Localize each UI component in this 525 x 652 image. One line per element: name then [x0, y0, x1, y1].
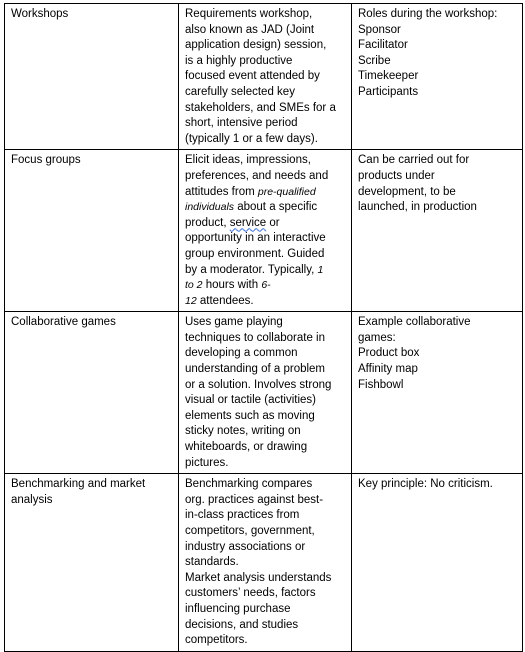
table-row-collaborative-games	[5, 312, 523, 474]
notes-line: Sponsor	[358, 23, 401, 36]
italic-text: pre-qualified	[257, 185, 316, 198]
technique-notes-cell	[352, 150, 523, 312]
description-line	[185, 200, 345, 216]
notes-line: Timekeeper	[358, 70, 419, 83]
description-line: visual or tactile (activities)	[185, 394, 317, 407]
notes-line: Example collaborative	[358, 316, 471, 329]
notes-line: development, to be	[358, 185, 456, 198]
table-row-focus-groups	[5, 150, 523, 312]
description-line: competitors.	[185, 634, 248, 647]
italic-text: 1	[317, 263, 324, 276]
text-segment: attitudes from	[185, 185, 258, 198]
description-line: pictures.	[185, 456, 229, 469]
italic-text: 6-	[261, 279, 271, 292]
description-line: techniques to collaborate in	[185, 331, 326, 344]
techniques-table	[4, 3, 523, 652]
description-line: elements such as moving	[185, 409, 315, 422]
technique-description-cell	[179, 150, 352, 312]
technique-notes-cell	[352, 474, 523, 652]
technique-name-cell	[5, 150, 179, 312]
description-line: opportunity in an interactive	[185, 232, 326, 245]
description-line: org. practices against best-	[185, 493, 324, 506]
description-line: decisions, and studies	[185, 618, 299, 631]
description-line: understanding of a problem	[185, 363, 326, 376]
text-segment: hours with	[202, 279, 262, 292]
notes-line: Can be carried out for	[358, 154, 470, 167]
description-line: is a highly productive	[185, 54, 293, 67]
italic-text: to 2	[185, 279, 203, 292]
description-line: group environment. Guided	[185, 247, 325, 260]
technique-name: Focus groups	[11, 154, 81, 167]
technique-notes-cell	[352, 312, 523, 474]
technique-description-cell	[179, 474, 352, 652]
description-line: industry associations or	[185, 540, 306, 553]
description-line: sticky notes, writing on	[185, 425, 301, 438]
notes-line: Affinity map	[358, 363, 418, 376]
notes-line: Facilitator	[358, 39, 408, 52]
description-line: standards.	[185, 556, 239, 569]
description-line: preferences, and needs and	[185, 169, 329, 182]
text-segment: about a specific	[234, 201, 318, 214]
spellcheck-underlined-word: service	[229, 216, 267, 229]
text-segment: or	[266, 216, 280, 229]
technique-description-cell	[179, 312, 352, 474]
description-line	[185, 185, 345, 201]
description-line: application design) session,	[185, 39, 327, 52]
italic-text: 12	[185, 294, 197, 307]
notes-line: Participants	[358, 85, 419, 98]
notes-line: Roles during the workshop:	[358, 8, 498, 20]
description-line	[185, 278, 345, 294]
description-line	[185, 216, 345, 232]
notes-line: Key principle: No criticism.	[358, 478, 493, 491]
description-line: in-class practices from	[185, 509, 300, 522]
description-line: stakeholders, and SMEs for a	[185, 101, 336, 114]
notes-line: Fishbowl	[358, 378, 404, 391]
text-segment: by a moderator. Typically,	[185, 263, 318, 276]
description-line: Requirements workshop,	[185, 8, 313, 20]
description-line: competitors, government,	[185, 525, 315, 537]
notes-line: games:	[358, 331, 396, 344]
description-line: Market analysis understands	[185, 571, 332, 584]
description-line: whiteboards, or drawing	[185, 441, 308, 454]
description-line: Elicit ideas, impressions,	[185, 154, 311, 167]
description-line: carefully selected key	[185, 85, 295, 98]
description-line	[185, 263, 345, 279]
description-line: (typically 1 or a few days).	[185, 132, 318, 145]
technique-name: Benchmarking and market	[11, 478, 146, 491]
table-row-benchmarking	[5, 474, 523, 652]
technique-name-cell	[5, 474, 179, 652]
technique-name-cell	[5, 4, 179, 150]
notes-line: Scribe	[358, 54, 391, 67]
notes-line: launched, in production	[358, 201, 477, 214]
technique-name: Workshops	[11, 8, 69, 20]
description-line: also known as JAD (Joint	[185, 23, 315, 36]
technique-notes-cell	[352, 4, 523, 150]
text-segment: attendees.	[196, 294, 254, 307]
description-line: customers’ needs, factors	[185, 587, 316, 600]
table-row-workshops	[5, 4, 523, 150]
italic-text: individuals	[185, 201, 235, 214]
description-line: short, intensive period	[185, 117, 298, 130]
description-line: developing a common	[185, 347, 298, 360]
notes-line: products under	[358, 169, 435, 182]
description-line: influencing purchase	[185, 602, 291, 615]
text-segment: product,	[185, 216, 230, 229]
description-line: or a solution. Involves strong	[185, 378, 332, 391]
technique-name: analysis	[11, 493, 53, 506]
technique-name-cell	[5, 312, 179, 474]
technique-name: Collaborative games	[11, 316, 116, 329]
notes-line: Product box	[358, 347, 420, 360]
description-line: Benchmarking compares	[185, 478, 313, 491]
description-line	[185, 294, 345, 310]
description-line: focused event attended by	[185, 70, 320, 83]
description-line: Uses game playing	[185, 316, 283, 329]
technique-description-cell	[179, 4, 352, 150]
